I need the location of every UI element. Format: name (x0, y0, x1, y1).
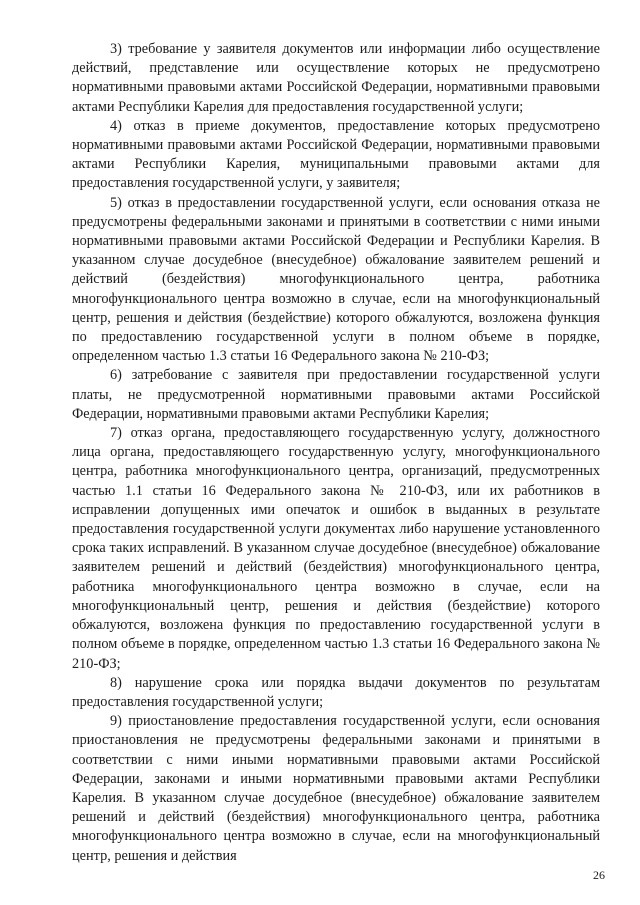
paragraph-item-8: 8) нарушение срока или порядка выдачи документов по результатам предоставления государственной услуги; (72, 674, 600, 710)
document-body (72, 40, 600, 866)
paragraph-item-9: 9) приостановление предоставления государственной услуги, если основания приостановления не предусмотрены федеральными законами и принятыми в соответствии с ними иными нормативными правовыми актами Российской Федерации, законами и иными нормативными правовыми актами Республики Карелия. В указанном случае досудебное (внесудебное) обжалование заявителем решений и действий (бездействия) многофункционального центра, работника многофункционального центра возможно в случае, если на многофункциональный центр, решения и действия (72, 713, 600, 864)
page-number: 26 (593, 868, 605, 882)
paragraph-item-4: 4) отказ в приеме документов, предоставление которых предусмотрено нормативными правовыми актами Российской Федерации, нормативными правовыми актами Республики Карелия, муниципальными правовыми актами для предоставления государственной услуги, у заявителя; (72, 117, 600, 192)
paragraph-item-3: 3) требование у заявителя документов или информации либо осуществление действий, представление или осуществление которых не предусмотрено нормативными правовыми актами Российской Федерации, нормативными правовыми актами Республики Карелия для предоставления государственной услуги; (72, 41, 600, 115)
paragraph-item-5: 5) отказ в предоставлении государственной услуги, если основания отказа не предусмотрены федеральными законами и принятыми в соответствии с ними иными нормативными правовыми актами Российской Федерации и Республики Карелия. В указанном случае досудебное (внесудебное) обжалование заявителем решений и действий (бездействия) многофункционального центра, работника многофункционального центра возможно в случае, если на многофункциональный центр, решения и действия (бездействие) которого обжалуются, возложена функция по предоставлению государственной услуги в полном объеме в порядке, определенном частью 1.3 статьи 16 Федерального закона № 210-ФЗ; (72, 194, 600, 365)
paragraph-item-7: 7) отказ органа, предоставляющего государственную услугу, должностного лица органа, предоставляющего государственную услугу, многофункционального центра, работника многофункционального центра, организаций, предусмотренных частью 1.1 статьи 16 Федерального закона № 210-ФЗ, или их работников в исправлении допущенных ими опечаток и ошибок в выданных в результате предоставления государственной услуги документах либо нарушение установленного срока таких исправлений. В указанном случае досудебное (внесудебное) обжалование заявителем решений и действий (бездействия) многофункционального центра, работника многофункционального центра возможно в случае, если на многофункциональный центр, решения и действия (бездействие) которого обжалуются, возложена функция по предоставлению государственной услуги в полном объеме в порядке, определенном частью 1.3 статьи 16 Федерального закона № 210-ФЗ; (72, 425, 600, 672)
paragraph-item-6: 6) затребование с заявителя при предоставлении государственной услуги платы, не предусмотренной нормативными правовыми актами Российской Федерации, нормативными правовыми актами Республики Карелия; (72, 367, 600, 422)
